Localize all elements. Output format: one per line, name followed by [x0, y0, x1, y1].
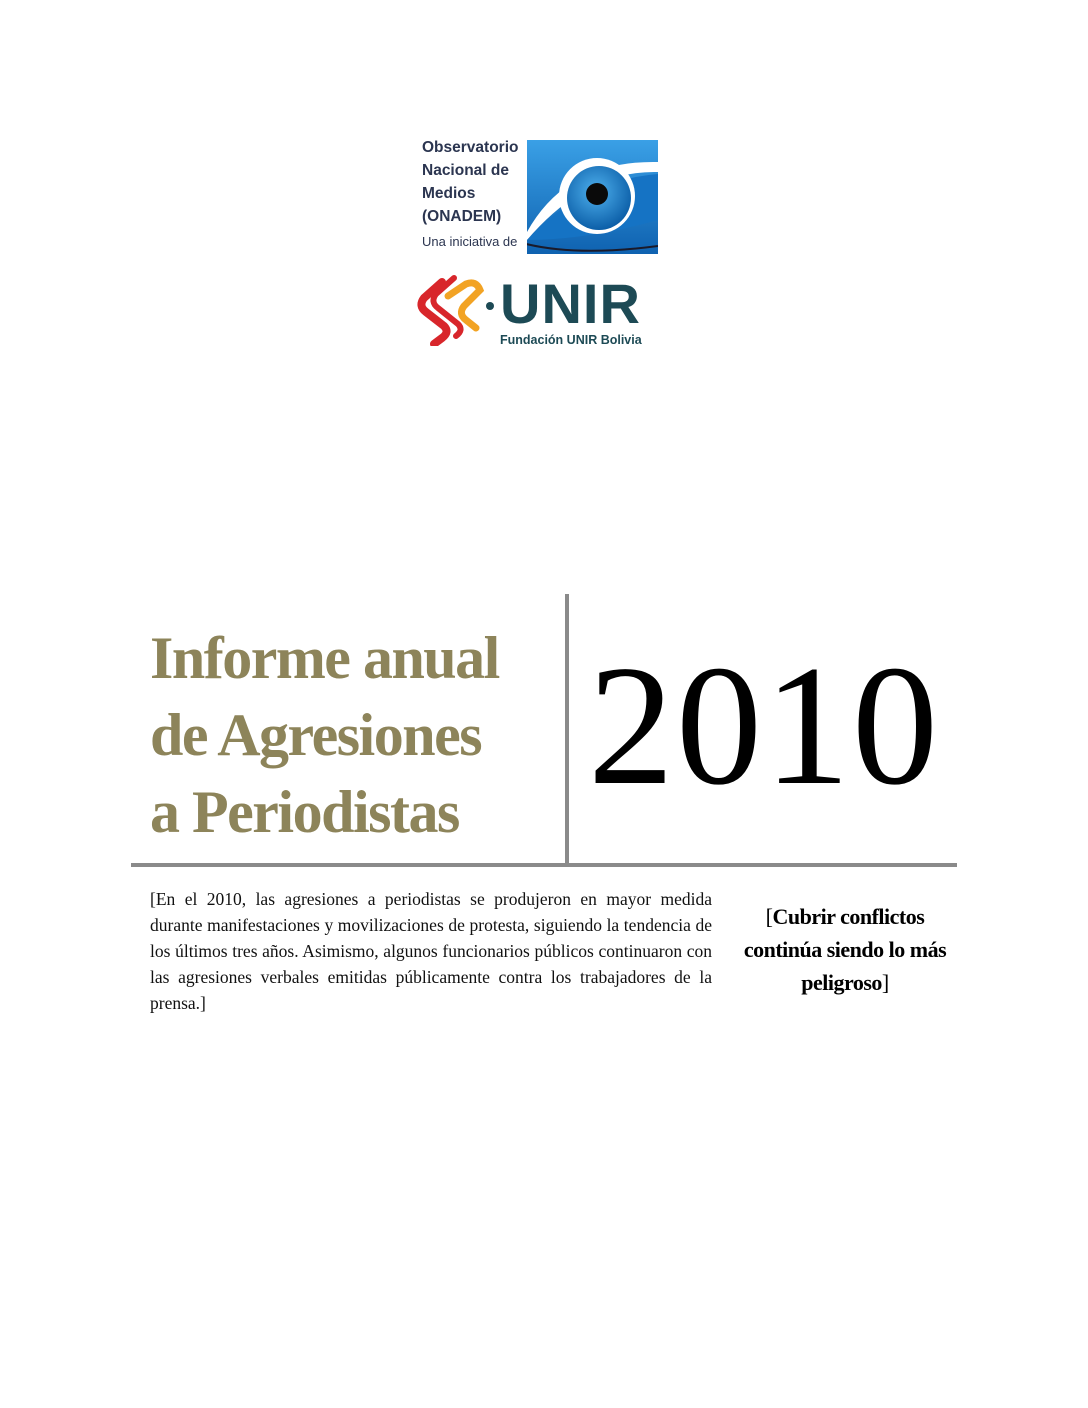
onadem-subtitle: Una iniciativa de: [422, 234, 518, 249]
report-title: [150, 620, 499, 851]
onadem-line-4: (ONADEM): [422, 208, 502, 225]
callout-text: Cubrir conflictos continúa siendo lo más peligroso: [743, 904, 947, 995]
onadem-line-3: Medios: [422, 185, 476, 202]
onadem-line-2: Nacional de: [422, 162, 509, 179]
onadem-name: [422, 136, 518, 228]
interlocking-s-icon: [414, 274, 490, 346]
unir-wordmark: UNIR: [500, 272, 641, 335]
eye-icon: [527, 140, 658, 254]
title-line-1: Informe anual: [150, 625, 499, 691]
vertical-divider: [565, 594, 569, 864]
unir-subtitle: Fundación UNIR Bolivia: [500, 333, 642, 347]
onadem-logo: [418, 136, 660, 256]
report-year: 2010: [588, 631, 940, 821]
summary-paragraph: [En el 2010, las agresiones a periodistas se produjeron en mayor medida durante manifestaciones y movilizaciones de protesta, siguiendo la tendencia de los últimos tres años. Asimismo, algunos funcionarios públicos continuaron con las agresiones verbales emitidas públicamente contra los trabajadores de la prensa.]: [150, 889, 712, 1013]
unir-logo: [414, 270, 664, 350]
unir-dot: [486, 302, 494, 310]
title-line-3: a Periodistas: [150, 779, 459, 845]
callout-open-bracket: [: [765, 904, 773, 929]
callout-quote: [740, 900, 950, 999]
horizontal-divider: [131, 863, 957, 867]
callout-close-bracket: ]: [881, 970, 889, 995]
onadem-line-1: Observatorio: [422, 139, 519, 156]
title-line-2: de Agresiones: [150, 702, 482, 768]
